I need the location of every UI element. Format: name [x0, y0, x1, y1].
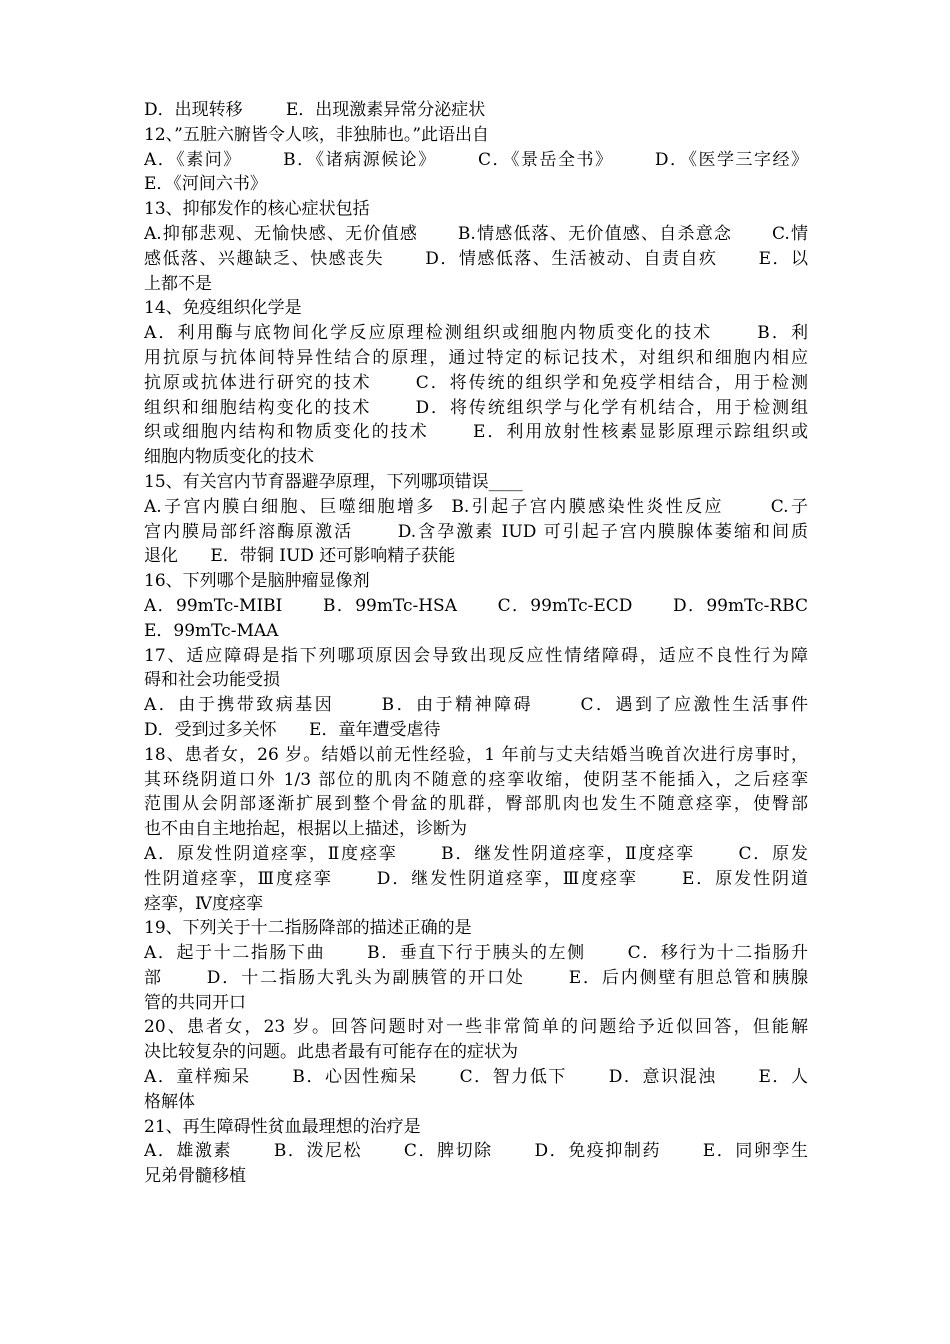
- text-line: 格解体: [144, 1091, 195, 1112]
- text-line: 17、适应障碍是指下列哪项原因会导致出现反应性情绪障碍，适应不良性行为障: [144, 645, 808, 666]
- text-line: 组织和细胞结构变化的技术 D．将传统组织学与化学有机结合，用于检测组: [144, 397, 808, 418]
- text-line: 兄弟骨髓移植: [144, 1166, 246, 1187]
- text-line: 其环绕阴道口外 1/3 部位的肌肉不随意的痉挛收缩，使阴茎不能插入，之后痉挛: [144, 769, 808, 790]
- text-line: 宫内膜局部纤溶酶原激活 D.含孕激素 IUD 可引起子宫内膜腺体萎缩和间质: [144, 521, 808, 542]
- text-line: 12、”五脏六腑皆令人咳，非独肺也。”此语出自: [144, 124, 490, 145]
- document-page: [144, 98, 808, 1189]
- text-line: 18、患者女，26 岁。结婚以前无性经验，1 年前与丈夫结婚当晚首次进行房事时，: [144, 744, 808, 765]
- text-line: 抗原或抗体进行研究的技术 C．将传统的组织学和免疫学相结合，用于检测: [144, 372, 808, 393]
- text-line: A．雄激素 B．泼尼松 C．脾切除 D．免疫抑制药 E．同卵孪生: [144, 1141, 808, 1162]
- text-line: 退化 E．带铜 IUD 还可影响精子获能: [144, 546, 456, 567]
- text-line: 16、下列哪个是脑肿瘤显像剂: [144, 571, 370, 592]
- text-line: 21、再生障碍性贫血最理想的治疗是: [144, 1116, 421, 1137]
- text-line: 性阴道痉挛，Ⅲ度痉挛 D．继发性阴道痉挛，Ⅲ度痉挛 E．原发性阴道: [144, 868, 808, 889]
- text-line: 13、抑郁发作的核心症状包括: [144, 199, 370, 220]
- text-line: 15、有关宫内节育器避孕原理，下列哪项错误____: [144, 471, 523, 492]
- text-line: A．《素问》 B．《诸病源候论》 C．《景岳全书》 D．《医学三字经》: [144, 149, 808, 170]
- text-line: E．99mTc-MAA: [144, 620, 279, 641]
- text-line: 碍和社会功能受损: [144, 670, 280, 691]
- text-line: 管的共同开口: [144, 992, 246, 1013]
- text-line: 也不由自主地抬起，根据以上描述，诊断为: [144, 819, 467, 840]
- text-line: D．出现转移 E．出现激素异常分泌症状: [144, 100, 486, 120]
- text-line: A．原发性阴道痉挛，Ⅱ度痉挛 B．继发性阴道痉挛，Ⅱ度痉挛 C．原发: [144, 843, 808, 864]
- text-line: A．99mTc-MIBI B．99mTc-HSA C．99mTc-ECD D．99mTc-RBC: [144, 595, 808, 616]
- text-line: 用抗原与抗体间特异性结合的原理，通过特定的标记技术，对组织和细胞内相应: [144, 347, 808, 368]
- text-line: 20、患者女，23 岁。回答问题时对一些非常简单的问题给予近似回答，但能解: [144, 1017, 808, 1038]
- text-line: 感低落、兴趣缺乏、快感丧失 D．情感低落、生活被动、自责自疚 E．以: [144, 248, 808, 269]
- text-line: A.子宫内膜白细胞、巨噬细胞增多 B.引起子宫内膜感染性炎性反应 C.子: [144, 496, 808, 517]
- text-line: A．起于十二指肠下曲 B．垂直下行于胰头的左侧 C．移行为十二指肠升: [144, 943, 808, 964]
- text-line: A．由于携带致病基因 B．由于精神障碍 C．遇到了应激性生活事件: [144, 695, 808, 716]
- text-line: A．童样痴呆 B．心因性痴呆 C．智力低下 D．意识混浊 E．人: [144, 1067, 808, 1088]
- text-line: 细胞内物质变化的技术: [144, 447, 314, 468]
- text-line: 14、免疫组织化学是: [144, 298, 302, 319]
- text-line: E．《河间六书》: [144, 174, 267, 195]
- text-line: D．受到过多关怀 E．童年遭受虐待: [144, 719, 441, 740]
- text-line: 决比较复杂的问题。此患者最有可能存在的症状为: [144, 1042, 518, 1063]
- text-line: A．利用酶与底物间化学反应原理检测组织或细胞内物质变化的技术 B．利: [144, 323, 808, 344]
- text-line: 19、下列关于十二指肠降部的描述正确的是: [144, 918, 472, 939]
- text-line: 部 D．十二指肠大乳头为副胰管的开口处 E．后内侧壁有胆总管和胰腺: [144, 967, 808, 988]
- text-line: A.抑郁悲观、无愉快感、无价值感 B.情感低落、无价值感、自杀意念 C.情: [144, 223, 808, 244]
- text-line: 织或细胞内结构和物质变化的技术 E．利用放射性核素显影原理示踪组织或: [144, 422, 808, 443]
- text-line: 痉挛，Ⅳ度痉挛: [144, 893, 263, 914]
- text-line: 上都不是: [144, 273, 212, 294]
- text-line: 范围从会阴部逐渐扩展到整个骨盆的肌群，臀部肌肉也发生不随意痉挛，使臀部: [144, 794, 808, 815]
